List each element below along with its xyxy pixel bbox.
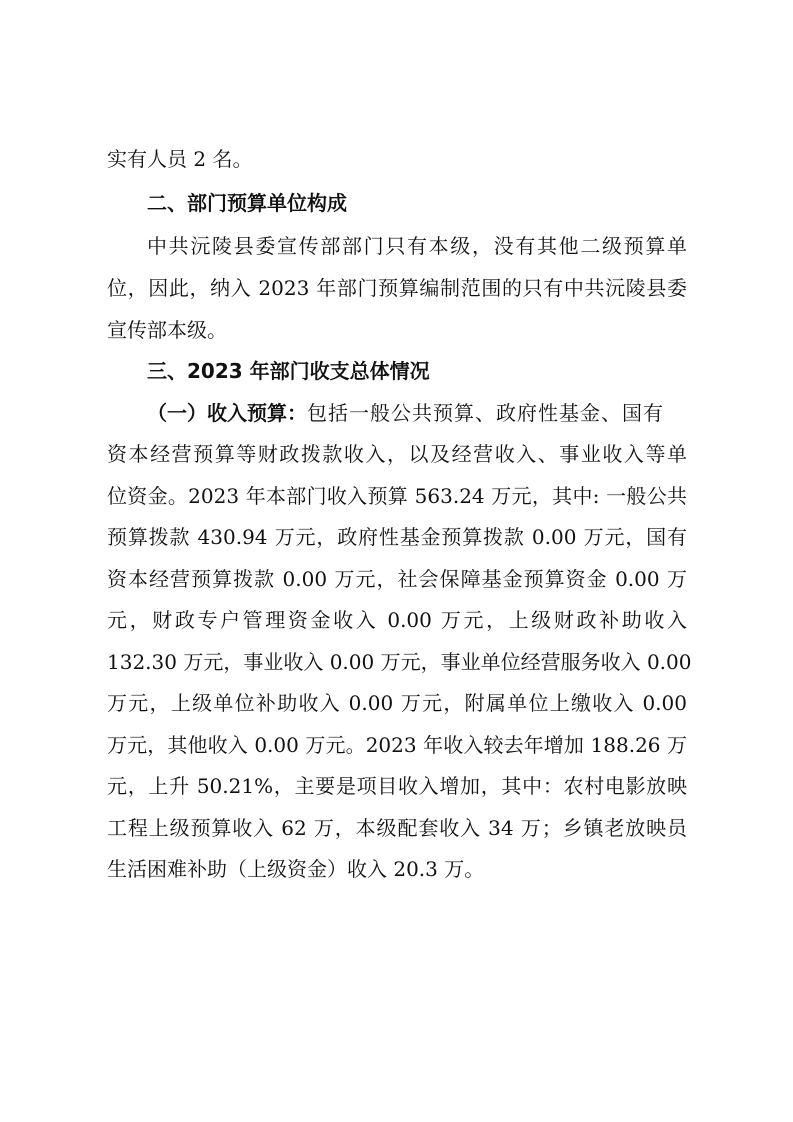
paragraph-line: 工程上级预算收入 62 万，本级配套收入 34 万；乡镇老放映员: [107, 816, 687, 840]
paragraph-line: 元，财政专户管理资金收入 0.00 万元，上级财政补助收入: [107, 608, 687, 632]
paragraph-line: 预算拨款 430.94 万元，政府性基金预算拨款 0.00 万元，国有: [107, 525, 687, 549]
paragraph-line: 万元，上级单位补助收入 0.00 万元，附属单位上缴收入 0.00: [107, 691, 687, 715]
section-heading: 三、2023 年部门收支总体情况: [147, 359, 430, 383]
paragraph-line: 位，因此，纳入 2023 年部门预算编制范围的只有中共沅陵县委: [107, 276, 687, 300]
paragraph-line: 万元，其他收入 0.00 万元。2023 年收入较去年增加 188.26 万: [107, 733, 687, 757]
paragraph-line: 132.30 万元，事业收入 0.00 万元，事业单位经营服务收入 0.00: [107, 650, 692, 674]
paragraph-line: [147, 399, 687, 427]
subsection-label: （一）收入预算：: [147, 401, 307, 425]
paragraph-line: 资本经营预算等财政拨款收入，以及经营收入、事业收入等单: [107, 442, 687, 466]
paragraph-text: 包括一般公共预算、政府性基金、国有: [307, 401, 664, 425]
paragraph-line: 实有人员 2 名。: [107, 147, 253, 171]
section-heading: 二、部门预算单位构成: [147, 191, 347, 215]
paragraph-line: 生活困难补助（上级资金）收入 20.3 万。: [107, 857, 485, 881]
paragraph-line: 元，上升 50.21%，主要是项目收入增加，其中：农村电影放映: [107, 774, 687, 798]
paragraph-line: 资本经营预算拨款 0.00 万元，社会保障基金预算资金 0.00 万: [107, 567, 687, 591]
paragraph-line: 位资金。2023 年本部门收入预算 563.24 万元，其中: 一般公共: [107, 484, 687, 508]
paragraph-line: 中共沅陵县委宣传部部门只有本级，没有其他二级预算单: [147, 234, 687, 258]
paragraph-line: 宣传部本级。: [107, 318, 227, 342]
